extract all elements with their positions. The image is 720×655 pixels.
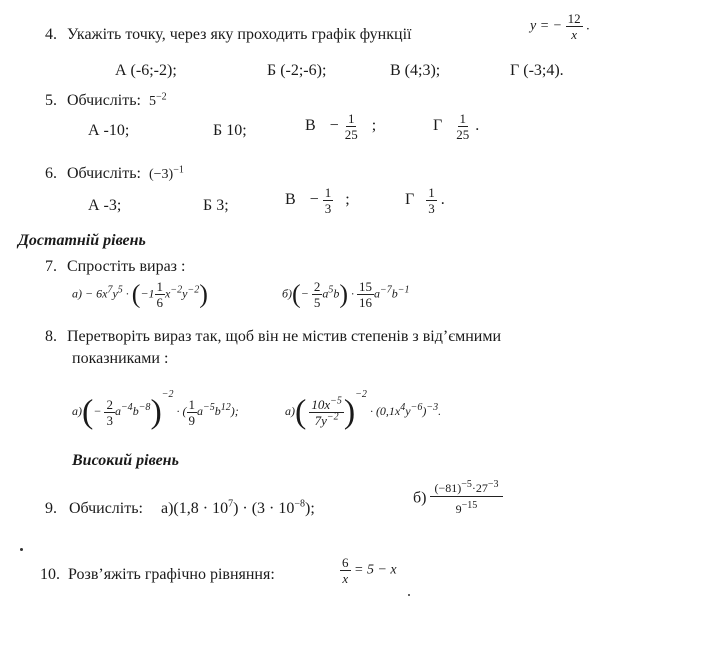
q5-text: Обчисліть: [67,92,141,109]
q7-b-num2: 15 [358,279,372,294]
q9-b-num-base1: (−81) [434,481,462,495]
q7-b-den: 5 [313,295,321,310]
q5-option-d [433,112,479,141]
q6-option-b: Б 3; [203,197,229,214]
q7-b-p4: b [391,286,398,301]
q7-a-p4: x [165,286,171,301]
q5-expr-exp: −2 [155,91,167,103]
q5-c-sign: − [329,117,339,135]
q7-text: Спростіть вираз : [67,258,186,275]
q6-c-label: В [285,191,296,209]
q8-a-p4-exp: 12 [220,402,231,413]
q5-d-end: . [475,117,480,135]
q5-c-label: В [305,117,316,135]
q8-a-p2-exp: −8 [138,402,151,413]
q6-option-a: А -3; [88,197,122,214]
q7-b-p2: b [333,286,340,301]
q4-text: Укажіть точку, через яку проходить графік функції [67,26,412,43]
q8-a-outer-exp: −2 [161,389,174,400]
q7-b-p1: a [322,286,329,301]
q7-a-p2-exp: 5 [117,284,123,296]
q7-number: 7. [45,258,57,275]
question-8 [45,328,501,346]
q8-a-label: а) [72,404,82,418]
q5-number: 5. [45,92,57,109]
q8-b-y: y [405,404,411,418]
q4-option-b: Б (-2;-6); [267,62,327,79]
q7-a-mid: · [125,286,132,301]
q8-a-num2: 1 [188,396,196,412]
q5-d-num: 1 [459,111,466,126]
q7-a-p3-den: 6 [156,295,164,310]
q8-expression-b: а)( $\frac{10x^{-5}}{7y^{-2}}$ )$^{-2} \cdot (0,1x^4y^{-6})^{-3}$. [285,389,442,431]
q8-b-num: 10x [311,396,331,412]
q8-expression-a: а)(− $\frac{2}{3}$ $a^{-4}b^{-8})^{-2}$ · ( $\frac{1}{9}$ $a^{-5}b^{12}$); [72,389,239,431]
level-sufficient-heading: Достатній рівень [18,232,146,249]
q4-fn-num: 12 [567,11,581,26]
q8-a-p3-exp: −5 [203,402,215,413]
q8-b-final: . [438,404,442,418]
q8-a-den: 3 [106,412,113,428]
q9-b-label: б) [413,489,427,507]
q8-a-sign: − [93,404,102,418]
q8-a-p3: a [197,404,204,418]
q6-c-den: 3 [324,201,332,216]
q9-expression-b [413,479,503,516]
q9-b-num-exp1: −5 [461,479,472,490]
q6-d-label: Г [405,191,415,209]
q8-b-y-exp: −6 [410,402,423,413]
q6-expr-base: (−3) [148,167,174,182]
q6-number: 6. [45,165,57,182]
q7-b-num: 2 [313,279,321,294]
q6-d-end: . [440,191,445,209]
q8-b-end: ) [422,404,427,418]
q8-a-p1: a [114,404,121,418]
q6-c-end: ; [345,191,350,209]
q7-b-label: б) [282,286,293,301]
q10-number: 10. [40,566,60,583]
q7-expression-a: $а) - 6x^7y^5 \cdot (-1$ $\frac{1}{6}$ $x^{-2}y^{-2}$) [72,279,208,310]
q9-a-expr3: ); [305,500,315,517]
q7-a-p1: − 6x [85,286,108,301]
q8-a-p1-exp: −4 [120,402,133,413]
q5-d-label: Г [433,117,443,135]
q9-text: Обчисліть: [69,500,143,517]
q8-a-den2: 9 [188,412,196,428]
q7-b-den2: 16 [358,295,372,310]
q9-a-expr2: ) · (3 · 10 [233,500,295,517]
q9-a-label: а) [160,500,174,517]
q7-a-p3: −1 [140,286,155,301]
q7-b-p4-exp: −1 [397,284,410,296]
q7-b-p3: a [373,286,380,301]
q6-c-sign: − [309,191,319,209]
question-4 [45,26,411,44]
stray-dot-2 [408,594,410,596]
q8-a-mid: · ( [176,404,187,418]
q8-b-mid: · (0,1x [369,404,401,418]
q4-option-a: А (-6;-2); [115,62,177,79]
q7-b-p1-exp: 5 [328,284,334,296]
level-high-heading: Високий рівень [72,452,179,469]
q7-a-p2: y [112,286,118,301]
q9-a-expr1: (1,8 · 10 [173,500,229,517]
q10-num: 6 [342,555,349,570]
q6-expr-exp: −1 [173,164,184,176]
q8-b-den: 7y [314,412,327,428]
q7-a-p5: y [182,286,188,301]
q8-b-den-exp: −2 [326,411,339,423]
q8-a-end: ); [230,404,239,418]
q8-b-x-exp: 4 [400,402,406,413]
q9-b-num-exp2: −3 [487,479,499,490]
q6-option-c [285,186,350,215]
q5-c-end: ; [371,117,377,135]
q4-fn-lhs: y = − [530,18,563,34]
q4-fn-den: x [571,27,577,42]
q8-b-end-exp: −3 [426,402,439,413]
q8-number: 8. [45,328,57,345]
question-7 [45,258,185,276]
q4-option-d: Г (-3;4). [510,62,564,79]
q5-option-c [305,112,376,141]
q10-den: x [342,571,349,586]
q10-text: Розв’яжіть графічно рівняння: [68,566,275,583]
q6-option-d [405,186,445,215]
q8-b-num-exp: −5 [330,395,342,407]
q9-a-exp1: 7 [228,498,234,510]
q9-a-exp2: −8 [294,498,306,510]
q8-a-p2: b [132,404,139,418]
question-6 [45,165,184,183]
q6-c-num: 1 [324,185,332,200]
q4-function: y = − $\frac{12}{x}$ . [530,11,590,42]
q8-a-num: 2 [106,396,113,412]
stray-dot [20,548,23,551]
q8-text-line2: показниками : [72,350,169,367]
q4-number: 4. [45,26,57,43]
q5-d-den: 25 [456,127,470,142]
q9-b-num-mid: ·27 [471,481,488,495]
q8-b-outer-exp: −2 [355,389,367,400]
q6-text: Обчисліть: [67,165,141,182]
q6-d-num: 1 [428,185,435,200]
q9-number: 9. [45,500,57,517]
q7-a-p4-exp: −2 [170,284,183,296]
question-9 [45,500,315,518]
q5-option-b: Б 10; [213,122,247,139]
q7-b-sign: − [300,286,309,301]
question-10 [40,566,275,584]
q7-b-p3-exp: −7 [379,284,392,296]
q9-b-den-exp: −15 [461,500,478,511]
q7-a-p3-num: 1 [156,279,164,294]
q7-a-p1-exp: 7 [107,284,113,296]
q6-d-den: 3 [428,201,435,216]
q7-a-label: а) [72,286,82,301]
q8-text-line1: Перетворіть вираз так, щоб він не містив степенів з від’ємними [67,328,502,345]
q7-expression-b: б)(− $\frac{2}{5}$ $a^5b$) · $\frac{15}{16}$ $a^{-7}b^{-1}$ [282,279,410,310]
q10-rhs: = 5 − x [354,562,397,578]
q7-a-p5-exp: −2 [187,284,200,296]
q8-b-label: а) [285,404,295,418]
q5-c-den: 25 [344,127,358,142]
question-5 [45,92,167,110]
q10-equation [340,556,397,585]
q8-a-p4: b [214,404,221,418]
q5-option-a: А -10; [88,122,130,139]
q9-b-den-base: 9 [455,502,462,516]
q5-expr-base: 5 [148,94,156,109]
q5-c-num: 1 [347,111,355,126]
q4-option-c: В (4;3); [390,62,441,79]
